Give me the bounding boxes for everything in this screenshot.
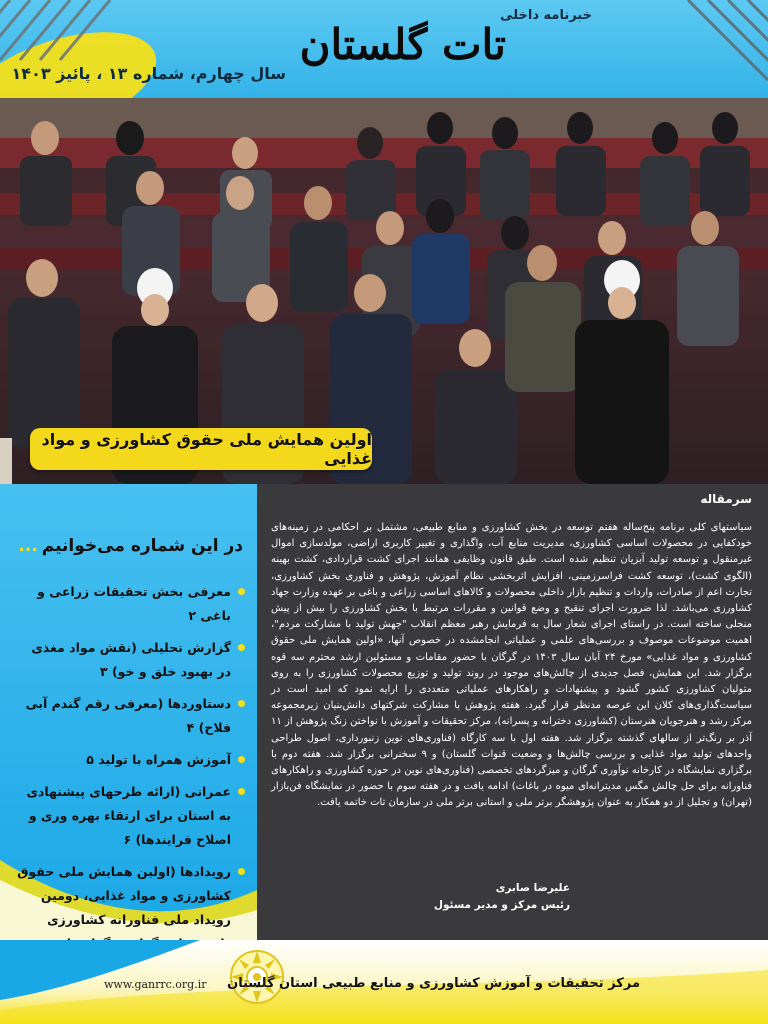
toc-list [15, 580, 245, 988]
editorial-panel [257, 484, 768, 940]
cover-photo-illustration [0, 98, 768, 484]
toc-item[interactable]: عمرانی (ارائه طرحهای پیشنهادی به استان برای ارتقاء بهره وری و اصلاح فرایندها) ۶ [15, 780, 245, 852]
signature-name: علیرضا صابری [495, 882, 570, 894]
toc-title [18, 536, 243, 556]
newsletter-title: تات گلستان [299, 20, 506, 69]
toc-item[interactable]: دستاوردها (معرفی رقم گندم آبی فلاح) ۴ [15, 692, 245, 740]
footer [0, 940, 768, 1024]
masthead-corner-stripes [648, 0, 768, 98]
signature-title: رئیس مرکز و مدیر مسئول [433, 899, 570, 911]
cover-photo [0, 98, 768, 484]
masthead-stripes [0, 0, 130, 98]
masthead [0, 0, 768, 98]
editorial-signature [257, 880, 768, 914]
toc-item[interactable]: گزارش تحلیلی (نقش مواد مغذی در بهبود خلق و خو) ۳ [15, 636, 245, 684]
toc-item[interactable]: معرفی بخش تحقیقات زراعی و باغی ۲ [15, 580, 245, 628]
toc-item[interactable]: آموزش همراه با تولید ۵ [15, 748, 245, 772]
issue-info: سال چهارم، شماره ۱۳ ، پائیز ۱۴۰۳ [11, 64, 286, 83]
toc-title-dots: ... [18, 536, 38, 556]
toc-panel [0, 484, 257, 940]
footer-website-link[interactable]: www.ganrrc.org.ir [104, 978, 207, 991]
newsletter-label: خبرنامه داخلی [500, 8, 592, 23]
toc-item[interactable]: رویدادها (اولین همایش ملی حقوق کشاورزی و مواد غذایی، دومین رویداد ملی فناورانه کشاورزی [15, 860, 245, 980]
photo-caption: اولین همایش ملی حقوق کشاورزی و مواد غذایی [30, 428, 372, 470]
editorial-heading: سرمقاله [700, 492, 752, 506]
toc-title-text: در این شماره می‌خوانیم [41, 536, 243, 556]
editorial-body: سیاستهای کلی برنامه پنج‌ساله هفتم توسعه در بخش کشاورزی و منابع طبیعی، مشتمل بر احکامی در زمینه‌های خودکفایی در محصولات اساسی کشاورزی، مدیریت منابع آب، واگذاری و تغییر کاربری اراضی، مولدسازی اموال غیرمنقول و توسعه تولید آبزیان تنظیم شده است. طبق قانون وظایفی همانند اجرای کشت قراردادی، کشت بهینه (الگوی کشت)، توسعه کشت فراسرزمینی، افزایش اثربخشی نظام آموزش، پژوهش و فناوری بخش کشاورزی، تجارت اعم از صادرات، واردات و تنظیم بازار داخلی محصولات و کالاهای اساسی زراعی و باغی بر عهده وزارت جهاد کشاورزی می‌باشد. لذا ضرورت اجرای تنقیح و وضع قوانین و مقررات مرتبط با بخش کشاورزی را بیش از پیش منجلی ساخته است. در راستای اجرای شعار سال به فرمایش رهبر معظم انقلاب "جهش تولید با مشارکت مردم"، اهمیت موضوعات موصوف و بررسی‌های علمی و عملیاتی انجامشده در خصوص آنها، «اولین همایش ملی حقوق کشاورزی و مواد غذایی» مورخ ۲۴ آبان سال ۱۴۰۳ در گرگان با حضور مقامات و مسئولین ارشد محترم سه قوه برگزار شد. این همایش، فصل جدیدی از چالش‌های موجود در روند تولید و توزیع محصولات کشاورزی را به روی متولیان کشاورزی کشور گشود و پیشنهادات و راهکارهای عملیاتی متعددی را ارایه نمود که امید است در سیاست‌گذاری‌های کلان این عرصه مدنظر قرار گیرد. هفته پژوهش با مشارکت شرکتهای دانش‌بنیان زیرمجموعه مرکز رشد و هنرجویان هنرستان (کشاورزی دخترانه و پسرانه)، مرکز تحقیقات و آموزش با نواختن زنگ پژوهش از ۱۱ آذر بر رنگ‌تر از سالهای گذشته برگزار شد. هفته اول با سه کارگاه (فناوری‌های نوین زنبورداری، اصول طراحی واحدهای تولید مواد غذایی و بررسی چالش‌ها و وضعیت قنوات گلستان) و ۹ سخنرانی برگزار شد. هفته دوم با برگزاری نمایشگاه در کارخانه نوآوری گرگان و میزگردهای تخصصی (فناوری‌های نوین در حوزه کشاورزی و راهکارهای فناورانه برای حل چالش مگس مدیترانه‌ای میوه در باغات) ادامه یافت و در هفته سوم با حضور در نمایشگاه فن‌بازار (تهران) و تجلیل از دو همکار به عنوان پژوهشگر برتر ملی و استانی برتر ملی در سازمان تات خاتمه یافت. [271, 522, 752, 809]
footer-organization: مرکز تحقیقات و آموزش کشاورزی و منابع طبیعی استان گلستان [227, 976, 640, 991]
